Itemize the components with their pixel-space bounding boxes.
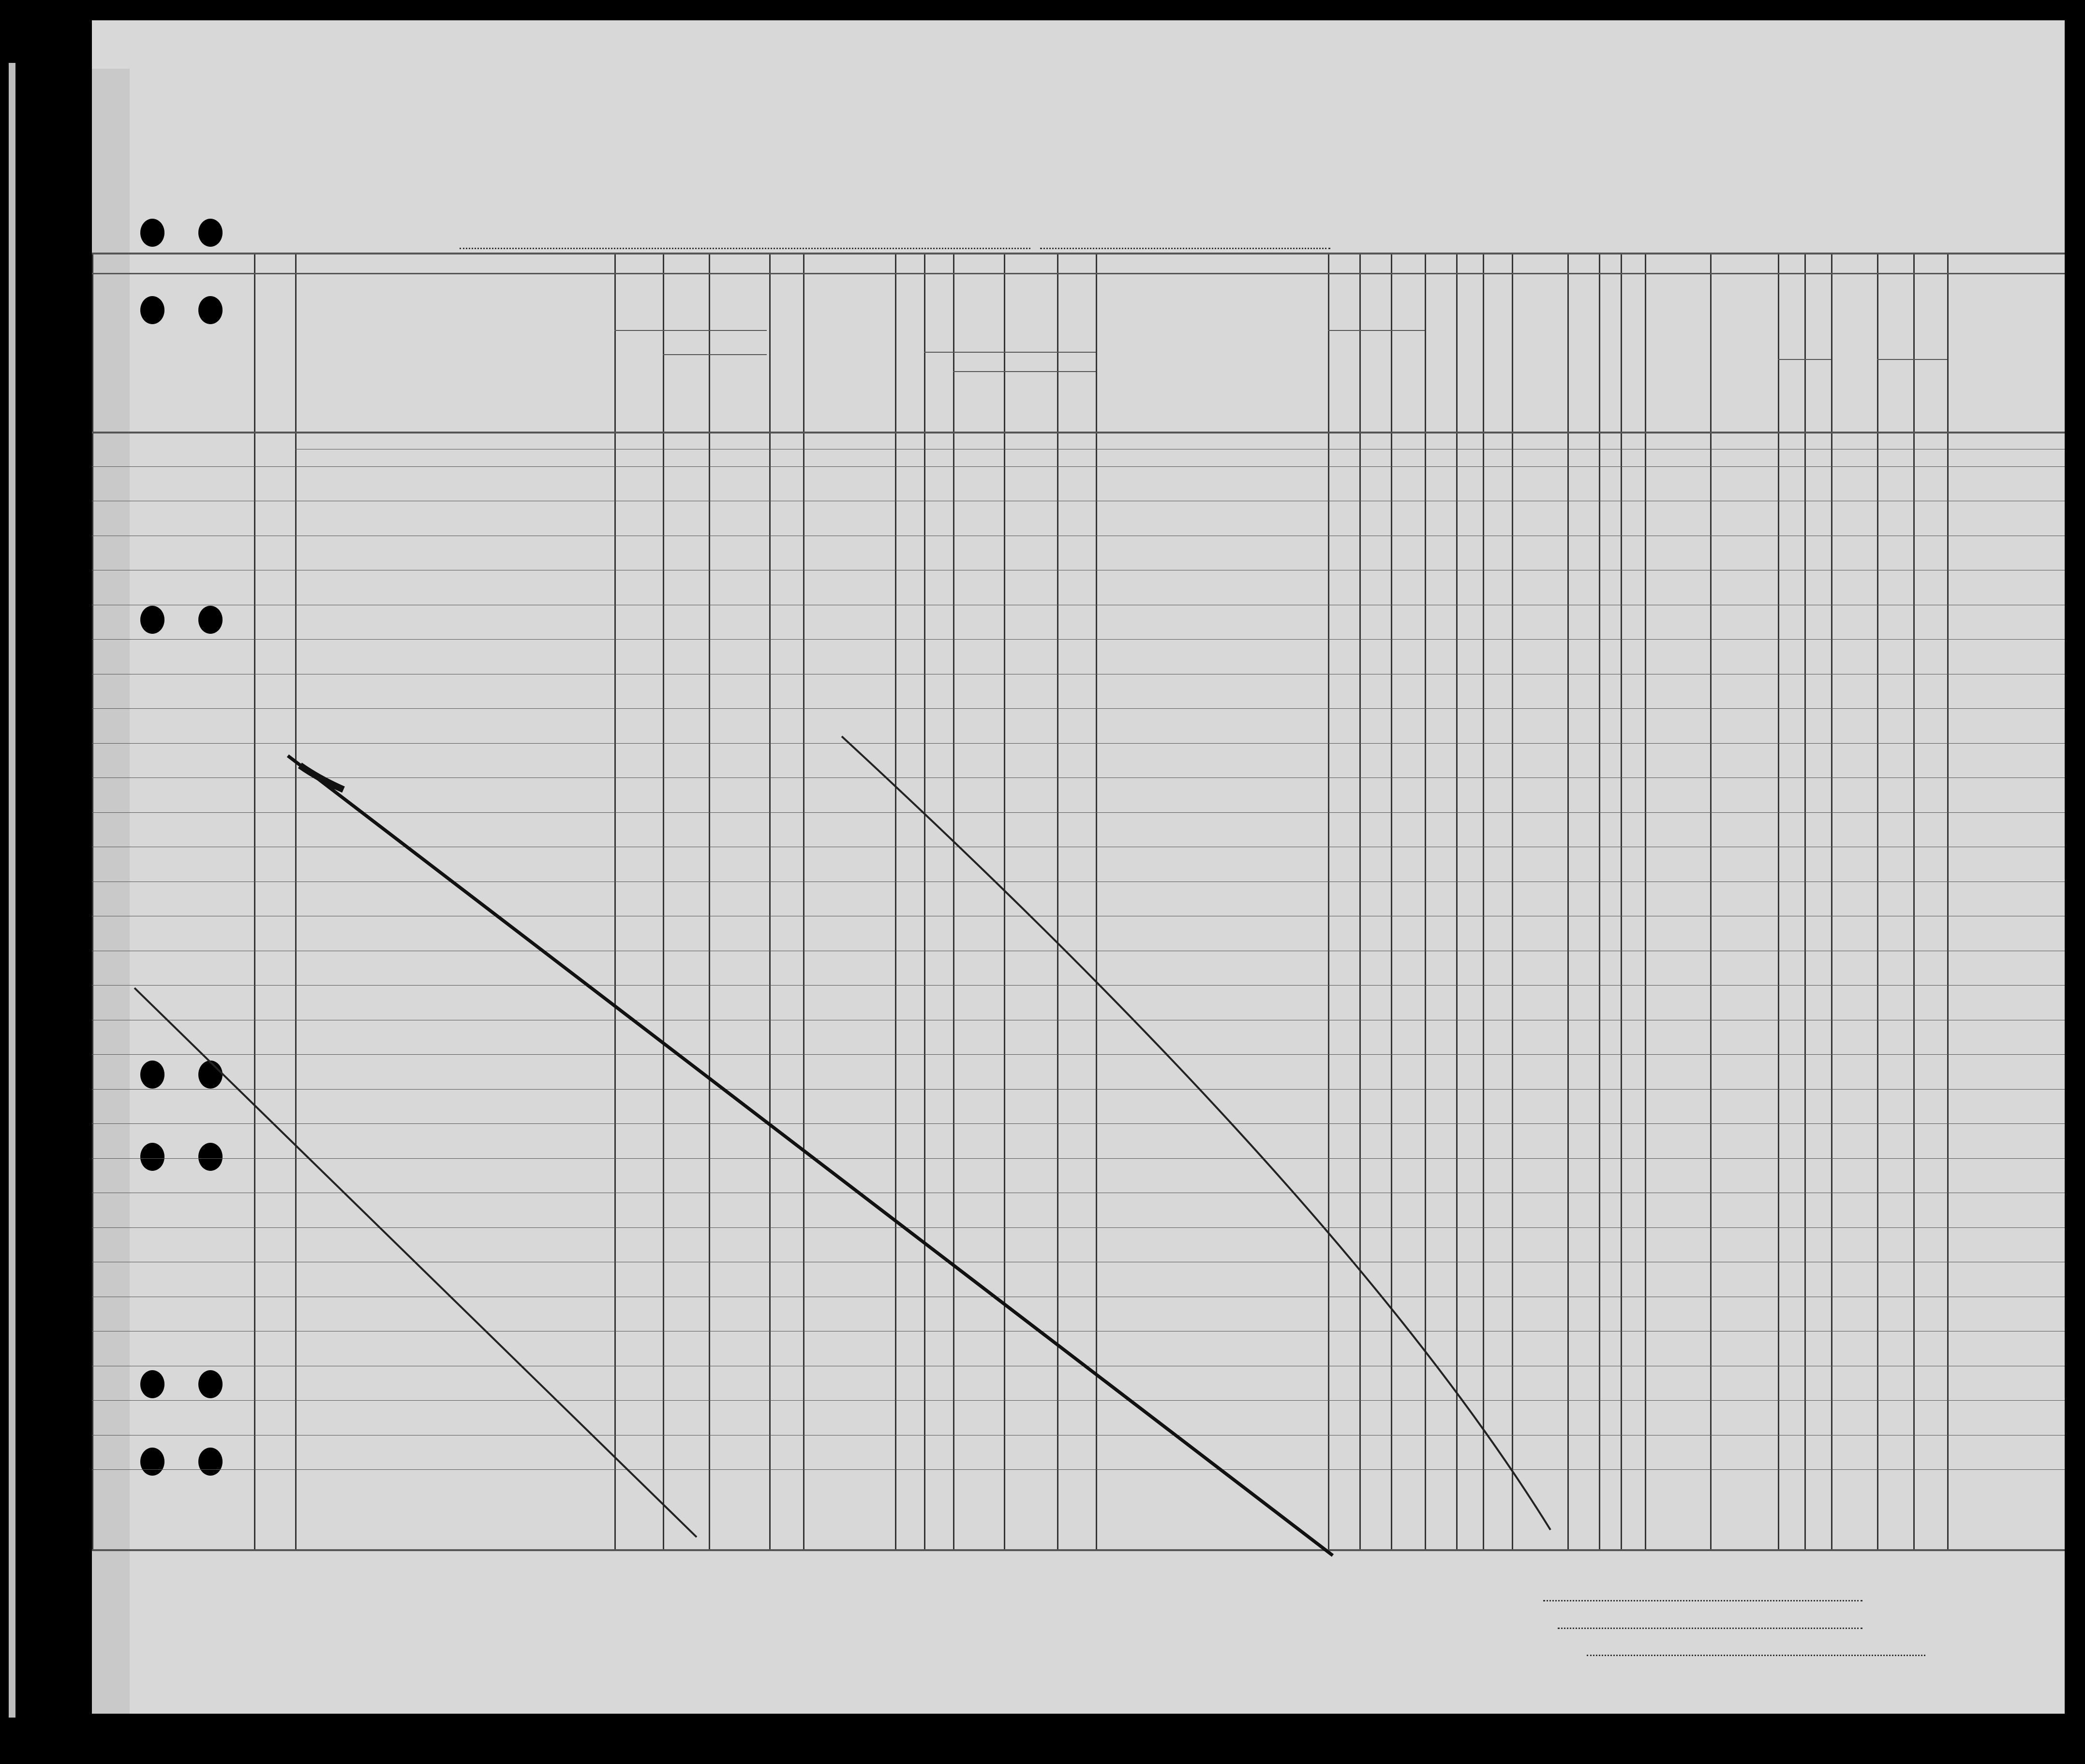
agents-underline (1587, 1655, 1925, 1656)
line-underline (1543, 1600, 1862, 1601)
cancel-stroke (288, 756, 1333, 1555)
cancel-stroke (134, 988, 697, 1537)
page-edge (9, 63, 15, 1718)
cancel-stroke (842, 736, 1550, 1530)
owners-underline (1558, 1628, 1862, 1629)
cancel-strokes (92, 20, 2065, 1714)
manifest-sheet (92, 20, 2065, 1714)
cancel-stroke (300, 765, 343, 790)
